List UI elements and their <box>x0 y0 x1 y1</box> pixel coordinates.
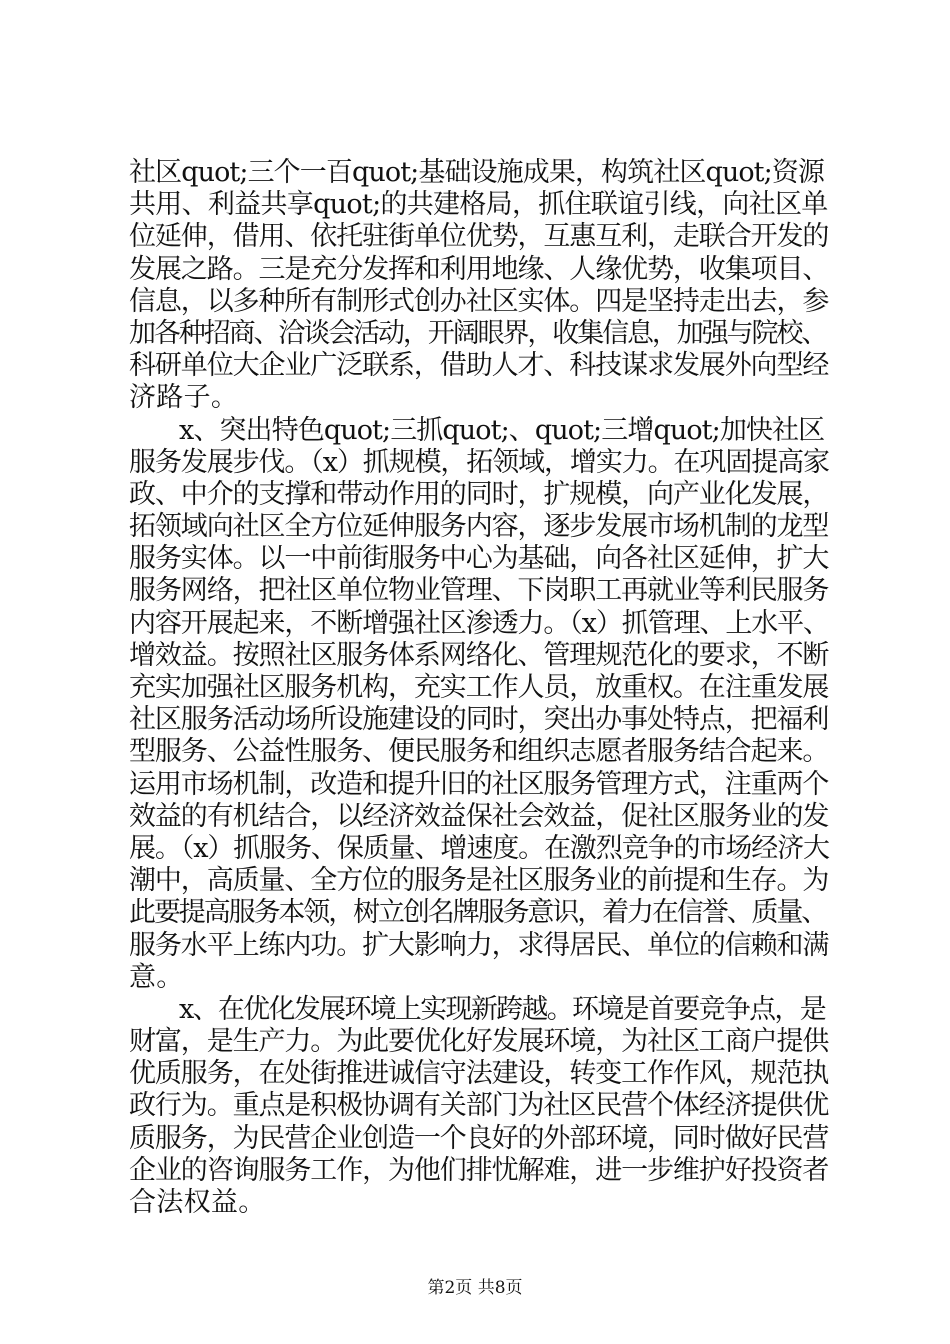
text-line: 财富，是生产力。为此要优化好发展环境，为社区工商户提供 <box>129 1026 829 1058</box>
text-line: 运用市场机制，改造和提升旧的社区服务管理方式，注重两个 <box>129 768 829 800</box>
text-line: 增效益。按照社区服务体系网络化、管理规范化的要求，不断 <box>129 639 829 671</box>
text-line: 服务水平上练内功。扩大影响力，求得居民、单位的信赖和满 <box>129 929 829 961</box>
text-line: 企业的咨询服务工作，为他们排忧解难，进一步维护好投资者 <box>129 1154 829 1186</box>
text-line: 共用、利益共享quot;的共建格局，抓住联谊引线，向社区单 <box>129 189 828 221</box>
text-line: 效益的有机结合，以经济效益保社会效益，促社区服务业的发 <box>129 800 829 832</box>
text-line: 合法权益。 <box>129 1187 266 1218</box>
text-line: 科研单位大企业广泛联系，借助人才、科技谋求发展外向型经 <box>129 350 829 382</box>
text-line: 信息，以多种所有制形式创办社区实体。四是坚持走出去，参 <box>129 285 829 317</box>
document-body <box>129 157 829 1219</box>
text-line: 服务发展步伐。（x）抓规模，拓领域，增实力。在巩固提高家 <box>129 446 829 478</box>
text-line: 服务网络，把社区单位物业管理、下岗职工再就业等利民服务 <box>129 575 829 607</box>
page-number-footer: 第2页 共8页 <box>427 1278 523 1298</box>
text-line: 优质服务，在处街推进诚信守法建设，转变工作作风，规范执 <box>129 1058 829 1090</box>
text-line: 充实加强社区服务机构，充实工作人员，放重权。在注重发展 <box>129 672 829 703</box>
text-line: 拓领域向社区全方位延伸服务内容，逐步发展市场机制的龙型 <box>129 511 829 543</box>
text-line: 政、中介的支撑和带动作用的同时，扩规模，向产业化发展， <box>129 478 829 510</box>
text-line: 社区服务活动场所设施建设的同时，突出办事处特点，把福利 <box>129 704 829 736</box>
text-line: 发展之路。三是充分发挥和利用地缘、人缘优势，收集项目、 <box>129 253 829 285</box>
paragraph-start-line: x、在优化发展环境上实现新跨越。环境是首要竞争点，是 <box>179 993 826 1025</box>
text-line: 内容开展起来，不断增强社区渗透力。（x）抓管理、上水平、 <box>129 607 829 639</box>
text-line: 意。 <box>129 961 184 993</box>
text-line: 潮中，高质量、全方位的服务是社区服务业的前提和生存。为 <box>129 865 829 897</box>
text-line: 型服务、公益性服务、便民服务和组织志愿者服务结合起来。 <box>129 736 829 768</box>
text-line: 服务实体。以一中前街服务中心为基础，向各社区延伸，扩大 <box>129 543 829 575</box>
text-line: 展。（x）抓服务、保质量、增速度。在激烈竞争的市场经济大 <box>129 832 829 864</box>
text-line: 质服务，为民营企业创造一个良好的外部环境，同时做好民营 <box>129 1122 829 1154</box>
text-line: 位延伸，借用、依托驻街单位优势，互惠互利，走联合开发的 <box>129 221 829 253</box>
text-line: 济路子。 <box>129 382 239 414</box>
text-line: 政行为。重点是积极协调有关部门为社区民营个体经济提供优 <box>129 1090 829 1122</box>
text-line: 社区quot;三个一百quot;基础设施成果，构筑社区quot;资源 <box>129 157 825 188</box>
paragraph-start-line: x、突出特色quot;三抓quot;、quot;三增quot;加快社区 <box>179 414 825 446</box>
text-line: 加各种招商、洽谈会活动，开阔眼界，收集信息，加强与院校、 <box>129 317 827 349</box>
text-line: 此要提高服务本领，树立创名牌服务意识，着力在信誉、质量、 <box>129 897 827 929</box>
